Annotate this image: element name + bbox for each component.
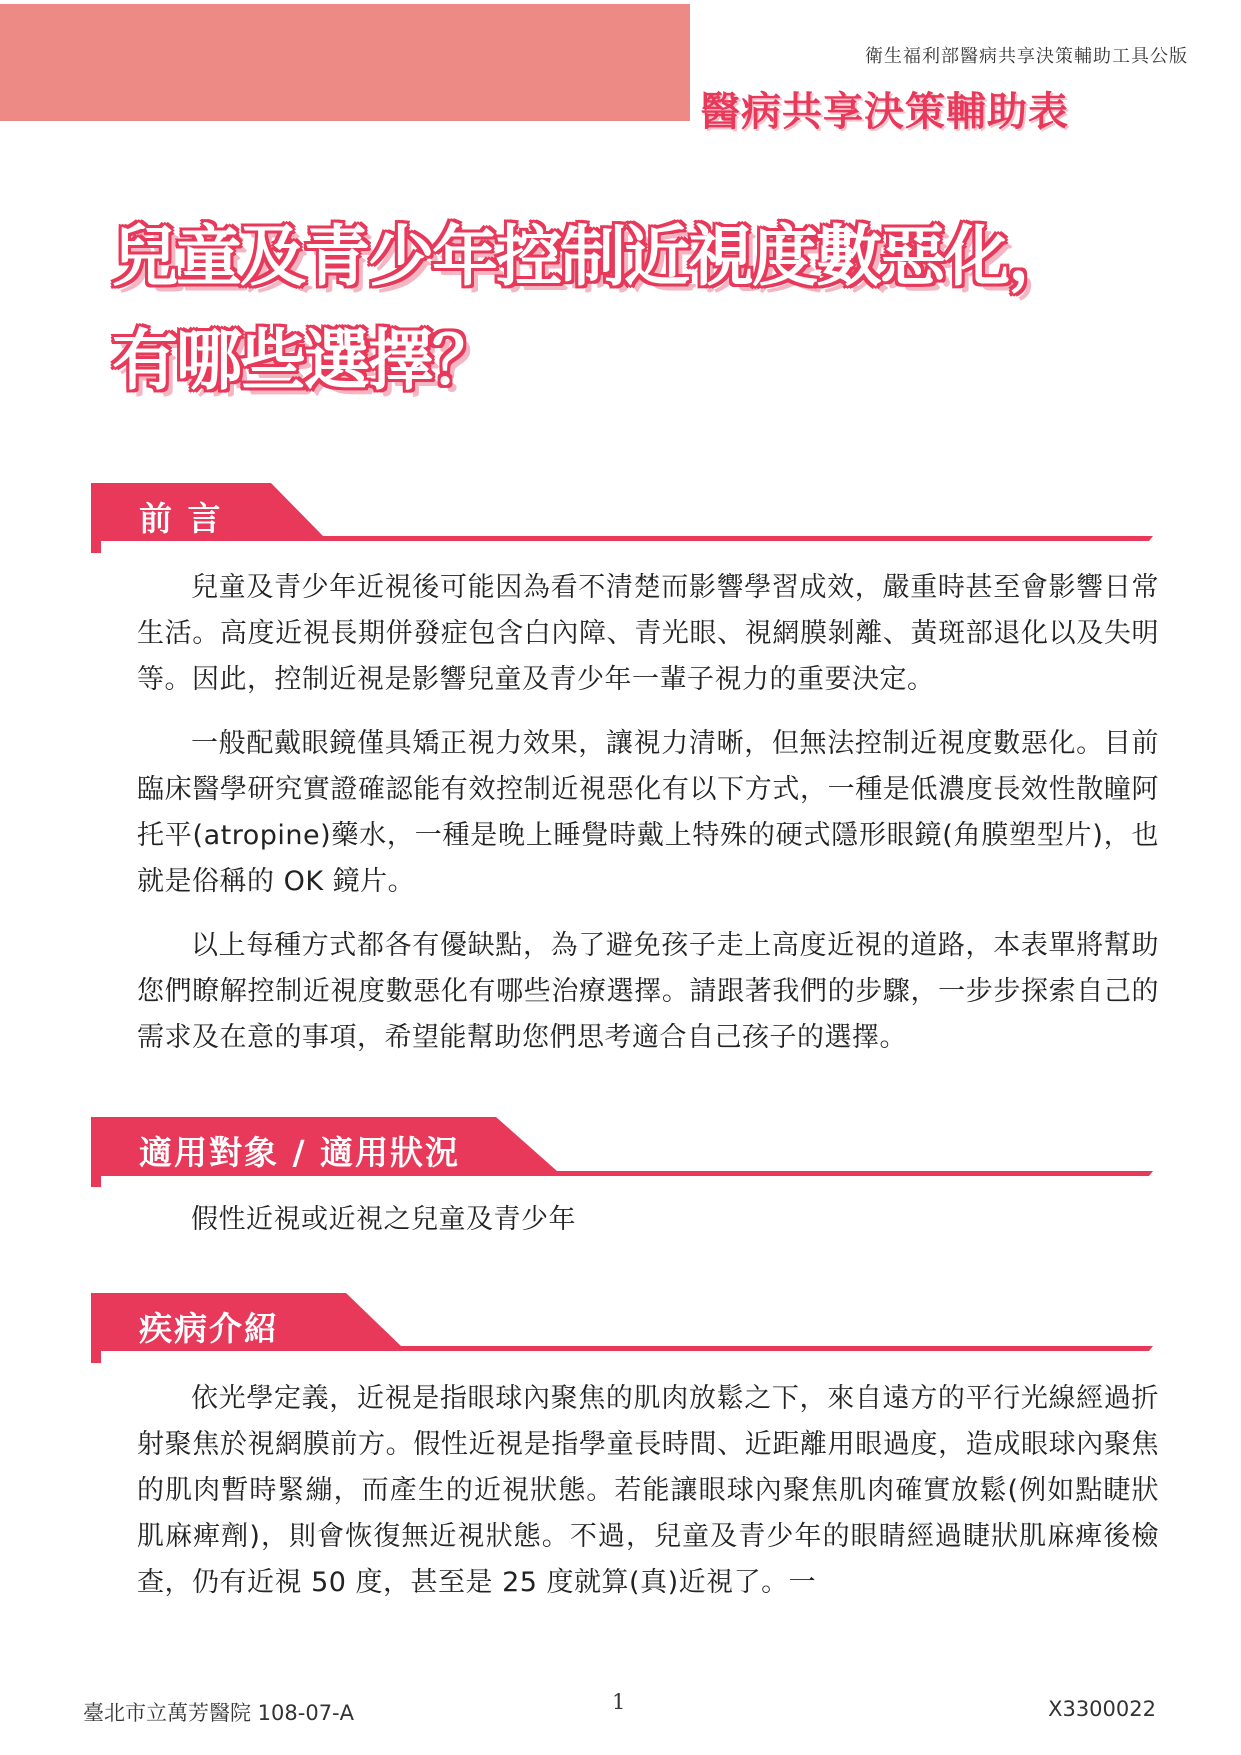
section-heading: 前 言	[139, 499, 223, 538]
applicable-body	[137, 1197, 1159, 1261]
footer-hospital: 臺北市立萬芳醫院 108-07-A	[83, 1701, 354, 1725]
page-title	[112, 205, 1132, 413]
header-color-band	[0, 4, 690, 121]
section-heading: 疾病介紹	[139, 1309, 279, 1348]
page-title-line-1: 兒童及青少年控制近視度數惡化，	[112, 218, 1072, 295]
page-title-line-2: 有哪些選擇？	[112, 322, 496, 399]
paragraph: 以上每種方式都各有優缺點，為了避免孩子走上高度近視的道路，本表單將幫助您們瞭解控制近視度數惡化有哪些治療選擇。請跟著我們的步驟，一步步探索自己的需求及在意的事項，希望能幫助您們思考適合自己孩子的選擇。	[137, 930, 1159, 1053]
section-header-applicable	[91, 1117, 1153, 1187]
footer-code: X3300022	[1048, 1697, 1156, 1721]
paragraph: 兒童及青少年近視後可能因為看不清楚而影響學習成效，嚴重時甚至會影響日常生活。高度近視長期併發症包含白內障、青光眼、視網膜剝離、黃斑部退化以及失明等。因此，控制近視是影響兒童及青少年一輩子視力的重要決定。	[137, 572, 1159, 695]
preface-body	[137, 565, 1159, 1079]
form-type-title: 醫病共享決策輔助表	[700, 89, 1069, 135]
paragraph: 依光學定義，近視是指眼球內聚焦的肌肉放鬆之下，來自遠方的平行光線經過折射聚焦於視網膜前方。假性近視是指學童長時間、近距離用眼過度，造成眼球內聚焦的肌肉暫時緊繃，而產生的近視狀態。若能讓眼球內聚焦肌肉確實放鬆(例如點睫狀肌麻痺劑)，則會恢復無近視狀態。不過，兒童及青少年的眼睛經過睫狀肌麻痺後檢查，仍有近視 50 度，甚至是 25 度就算(真)近視了。一	[137, 1383, 1159, 1598]
section-heading: 適用對象 / 適用狀況	[139, 1133, 461, 1172]
publisher-label: 衛生福利部醫病共享決策輔助工具公版	[865, 46, 1188, 67]
page-number: 1	[612, 1690, 626, 1714]
paragraph: 假性近視或近視之兒童及青少年	[191, 1204, 576, 1235]
disease-body	[137, 1376, 1159, 1624]
section-header-preface	[91, 483, 1153, 553]
paragraph: 一般配戴眼鏡僅具矯正視力效果，讓視力清晰，但無法控制近視度數惡化。目前臨床醫學研究實證確認能有效控制近視惡化有以下方式，一種是低濃度長效性散瞳阿托平(atropine)藥水，一種是晚上睡覺時戴上特殊的硬式隱形眼鏡(角膜塑型片)，也就是俗稱的 OK 鏡片。	[137, 728, 1159, 897]
section-header-disease	[91, 1293, 1153, 1363]
section-tab-shape	[91, 483, 1153, 553]
